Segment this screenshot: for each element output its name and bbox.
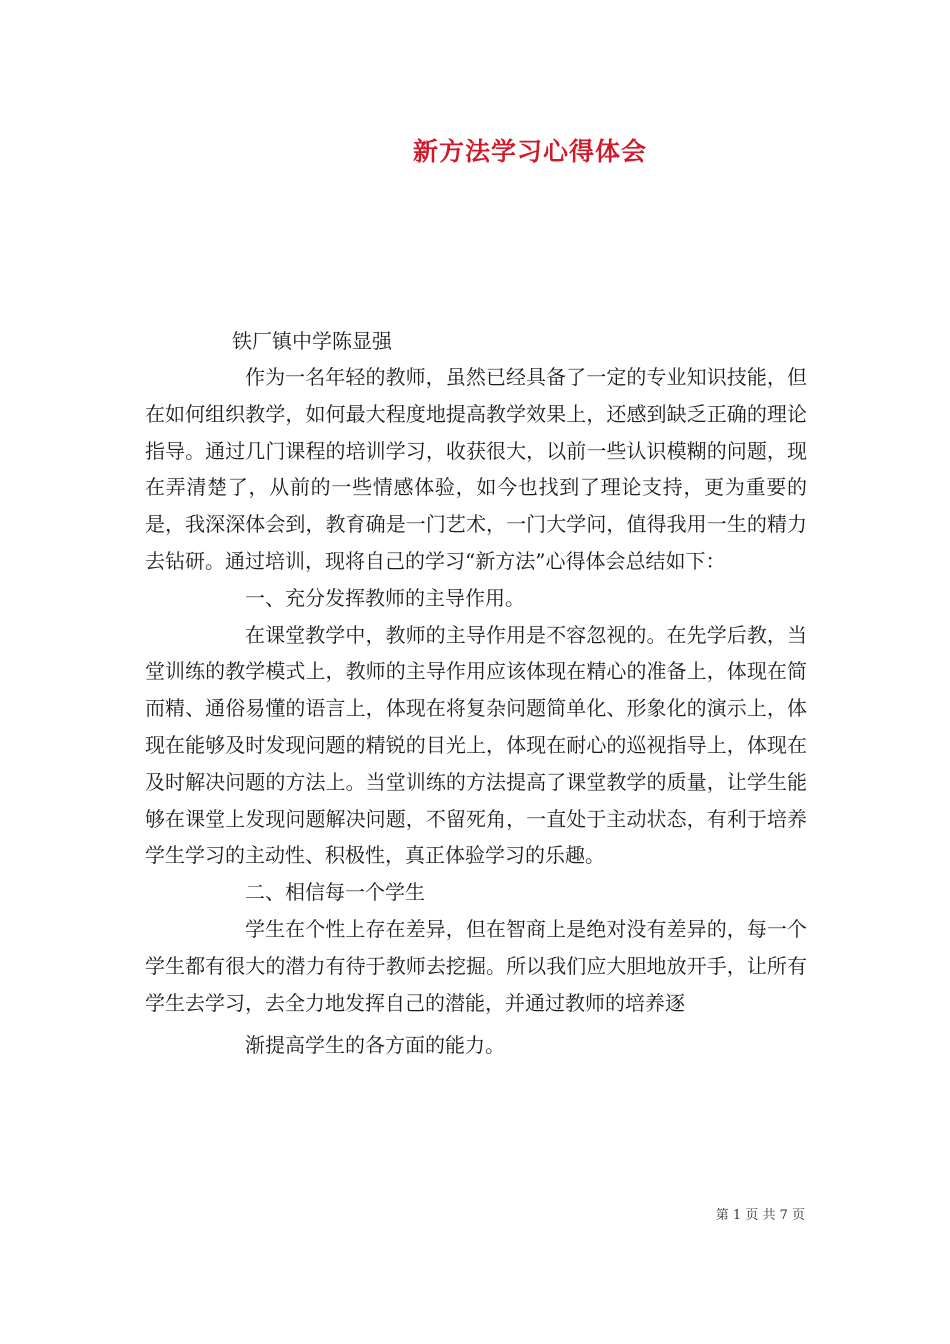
section-1-paragraph: 在课堂教学中，教师的主导作用是不容忽视的。在先学后教，当堂训练的教学模式上，教师的主导作用应该体现在精心的准备上，体现在简而精、通俗易懂的语言上，体现在将复杂问题简单化、形象化的演示上，体现在能够及时发现问题的精锐的目光上，体现在耐心的巡视指导上，体现在及时解决问题的方法上。当堂训练的方法提高了课堂教学的质量，让学生能够在课堂上发现问题解决问题，不留死角，一直处于主动状态，有利于培养学生学习的主动性、积极性，真正体验学习的乐趣。 — [145, 622, 807, 868]
page-footer: 第 1 页 共 7 页 — [715, 1208, 805, 1223]
author-line: 铁厂镇中学陈显强 — [232, 329, 392, 353]
section-2-continued: 渐提高学生的各方面的能力。 — [245, 1033, 505, 1058]
section-2-paragraph: 学生在个性上存在差异，但在智商上是绝对没有差异的，每一个学生都有很大的潜力有待于教师去挖掘。所以我们应大胆地放开手，让所有学生去学习，去全力地发挥自己的潜能，并通过教师的培养逐 — [145, 916, 807, 1015]
document-title: 新方法学习心得体会 — [412, 137, 647, 166]
intro-paragraph: 作为一名年轻的教师，虽然已经具备了一定的专业知识技能，但在如何组织教学，如何最大程度地提高教学效果上，还感到缺乏正确的理论指导。通过几门课程的培训学习，收获很大，以前一些认识模糊的问题，现在弄清楚了，从前的一些情感体验，如今也找到了理论支持，更为重要的是，我深深体会到，教育确是一门艺术，一门大学问，值得我用一生的精力去钻研。通过培训，现将自己的学习“新方法”心得体会总结如下： — [145, 365, 807, 573]
document-body — [145, 359, 807, 1064]
section-heading-1: 一、充分发挥教师的主导作用。 — [245, 585, 525, 610]
section-heading-2: 二、相信每一个学生 — [245, 880, 425, 905]
